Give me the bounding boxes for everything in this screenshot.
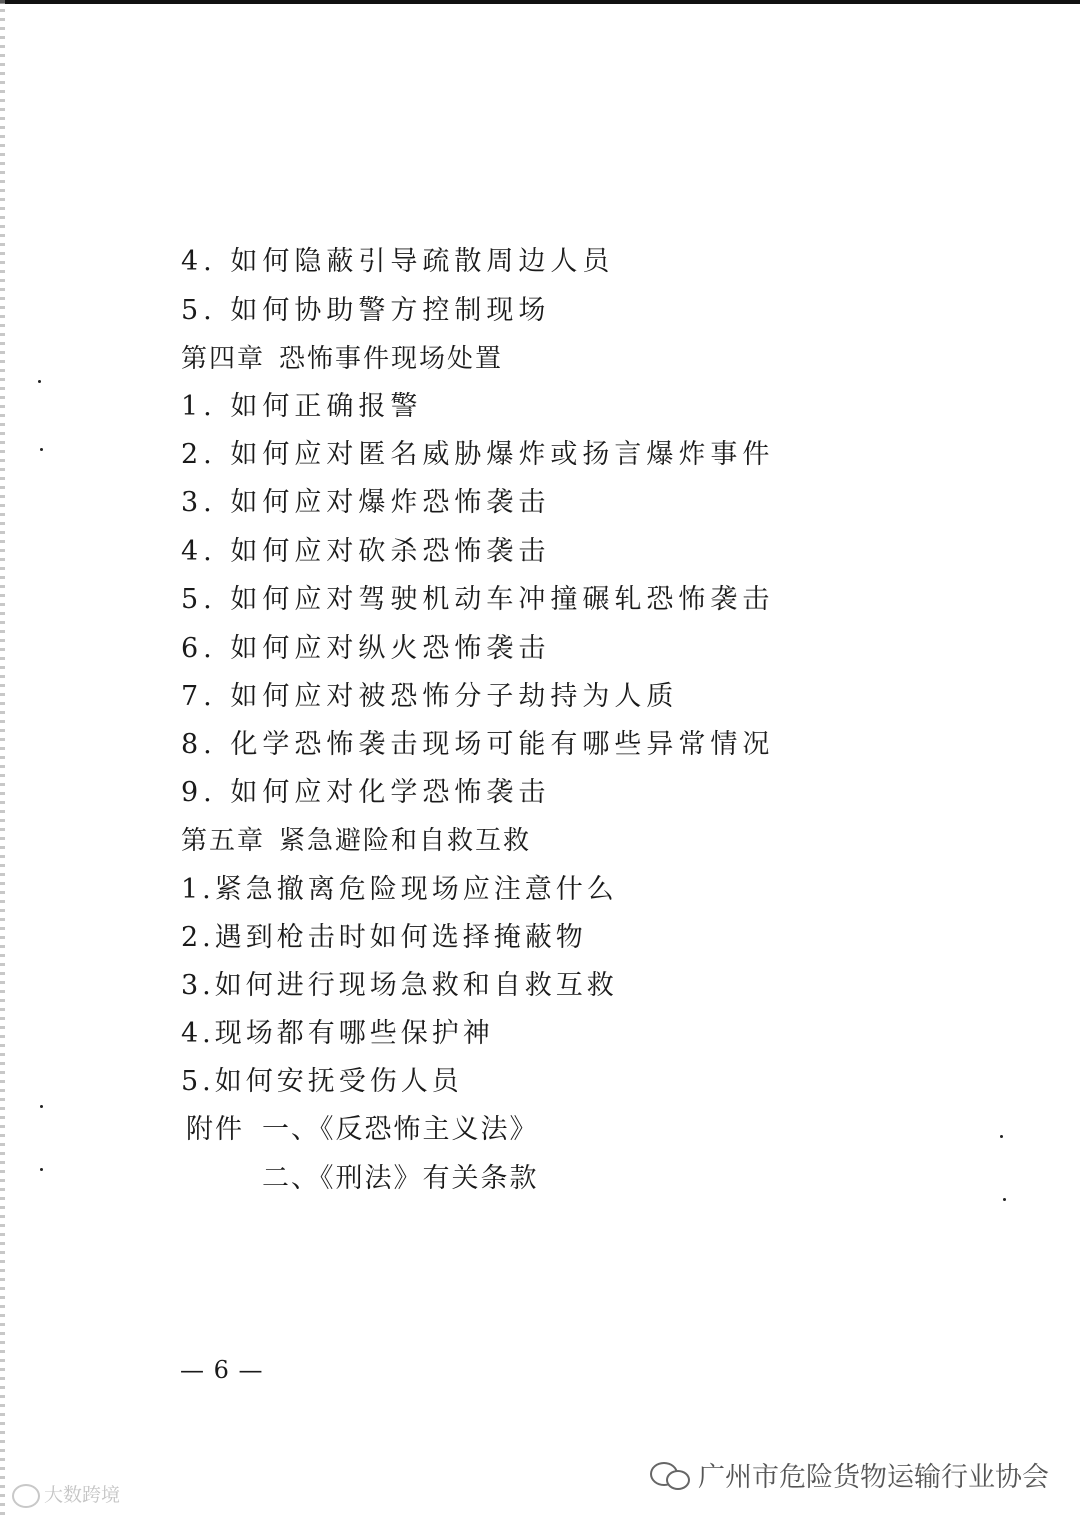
chapter-number: 第五章 <box>181 826 266 856</box>
list-item: 2.遇到枪击时如何选择掩蔽物 <box>181 922 587 953</box>
list-item: 4.现场都有哪些保护神 <box>181 1018 494 1049</box>
watermark-logo-icon <box>12 1484 40 1508</box>
scan-speck <box>40 448 43 451</box>
list-item: 5. 如何应对驾驶机动车冲撞碾轧恐怖袭击 <box>181 584 775 615</box>
top-border <box>0 0 1080 4</box>
list-item: 3. 如何应对爆炸恐怖袭击 <box>181 487 551 518</box>
scan-speck <box>40 1105 43 1108</box>
list-item: 6. 如何应对纵火恐怖袭击 <box>181 633 551 664</box>
list-item: 4. 如何隐蔽引导疏散周边人员 <box>181 246 615 277</box>
watermark-left <box>12 1480 120 1508</box>
attachment-item: 一、《反恐怖主义法》 <box>262 1114 539 1145</box>
scan-speck <box>1003 1198 1006 1201</box>
chapter-number: 第四章 <box>181 344 266 374</box>
list-item: 3.如何进行现场急救和自救互救 <box>181 970 618 1001</box>
list-item: 7. 如何应对被恐怖分子劫持为人质 <box>181 681 679 712</box>
list-item: 4. 如何应对砍杀恐怖袭击 <box>181 536 551 567</box>
attachment-item: 二、《刑法》有关条款 <box>262 1163 539 1194</box>
list-item: 2. 如何应对匿名威胁爆炸或扬言爆炸事件 <box>181 439 775 470</box>
attachment-label: 附件 <box>186 1114 244 1145</box>
list-item: 9. 如何应对化学恐怖袭击 <box>181 777 551 808</box>
chapter-heading <box>181 824 531 858</box>
wechat-icon <box>650 1460 690 1490</box>
page-number: — 6 — <box>180 1356 264 1384</box>
scan-speck <box>38 380 41 383</box>
scan-speck <box>1000 1135 1003 1138</box>
scan-speck <box>40 1168 43 1171</box>
chapter-title: 恐怖事件现场处置 <box>279 344 504 374</box>
chapter-heading <box>181 342 503 376</box>
list-item: 5. 如何协助警方控制现场 <box>181 295 551 326</box>
watermark-right <box>650 1455 1049 1494</box>
list-item: 1.紧急撤离危险现场应注意什么 <box>181 874 618 905</box>
list-item: 1. 如何正确报警 <box>181 391 423 422</box>
watermark-left-text: 大数跨境 <box>44 1484 121 1506</box>
list-item: 8. 化学恐怖袭击现场可能有哪些异常情况 <box>181 729 775 760</box>
watermark-right-text: 广州市危险货物运输行业协会 <box>698 1462 1049 1493</box>
list-item: 5.如何安抚受伤人员 <box>181 1066 463 1097</box>
scan-edge <box>0 0 5 1517</box>
chapter-title: 紧急避险和自救互救 <box>279 826 532 856</box>
